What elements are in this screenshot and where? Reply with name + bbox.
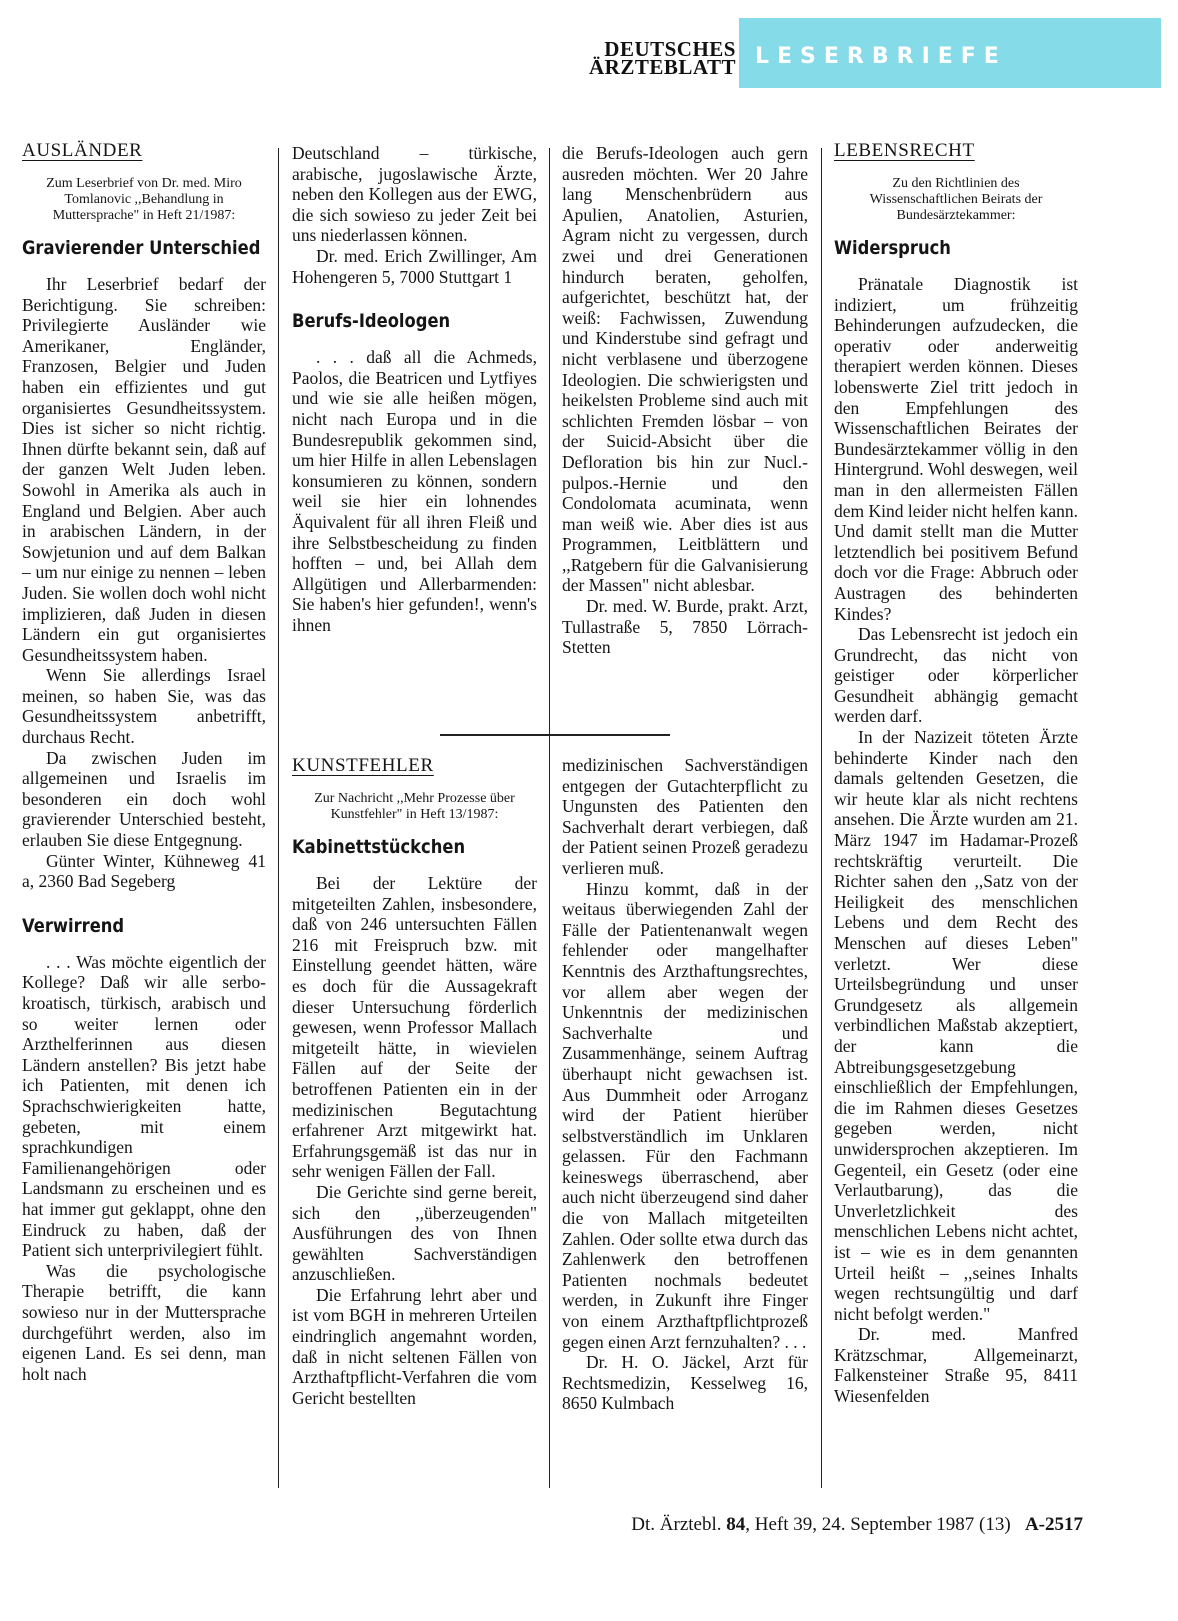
signature: Günter Winter, Kühneweg 41 a, 2360 Bad Segeberg xyxy=(22,850,266,892)
page-footer xyxy=(543,1514,1083,1536)
column-2-top xyxy=(292,143,537,635)
paragraph: medizinischen Sachverständigen entgegen der Gutachterpflicht zu Ungunsten des Patienten den Sachverhalt derart verbiegen, daß der Patient seinen Prozeß geradezu verlieren muß. xyxy=(562,755,808,878)
topic-heading: KUNSTFEHLER xyxy=(292,755,434,776)
paragraph: . . . daß all die Achmeds, Paolos, die Beatricen und Lytfiyes und wie sie alle heißen mögen, nicht nach Europa und in die Bundesrepublik gekommen sind, um hier Hilfe in allen Lebenslagen konsumieren zu können, sondern weil sie hier ein lohnendes Äquivalent für all ihren Fleiß und ihre Selbstbescheidung zu finden hofften – und, bei Allah dem Allgütigen und Allerbarmenden: Sie haben's hier gefunden!, wenn's ihnen xyxy=(292,347,537,635)
letter-headline: Verwirrend xyxy=(22,914,125,937)
section-divider xyxy=(440,734,670,736)
paragraph: Hinzu kommt, daß in der weitaus überwiegenden Zahl der Fälle der Patientenanwalt wegen fehlender oder mangelhafter Kenntnis des Arzthaftungsrechtes, vor allem aber wegen der Unkenntnis der medizinischen Sachverhalte und Zusammenhänge, seinem Auftrag überhaupt nicht gewachsen ist. Aus Dummheit oder Arroganz wird der Patient hierüber selbstverständlich im Unklaren gelassen. Für den Fachmann keineswegs überraschend, aber auch nicht überzeugend sind daher die von Mallach mitgeteilten Zahlen. Oder sollte etwa durch das Zahlenwerk den betroffenen Patienten nochmals bedeutet werden, in Zukunft ihre Finger von einem Arzthaftpflichtprozeß gegen einen Arzt fernzuhalten? . . . xyxy=(562,878,808,1352)
column-divider xyxy=(549,148,550,1488)
footer-issue: , Heft 39, 24. September 1987 (13) xyxy=(745,1514,1011,1535)
signature: Dr. med. W. Burde, prakt. Arzt, Tullastraße 5, 7850 Lörrach-Stetten xyxy=(562,596,808,658)
signature: Dr. med. Erich Zwillinger, Am Hohengeren 5, 7000 Stuttgart 1 xyxy=(292,245,537,287)
masthead-line1: DEUTSCHES xyxy=(604,37,736,61)
topic-heading: AUSLÄNDER xyxy=(22,140,143,161)
section-banner: LESERBRIEFE xyxy=(739,18,1161,88)
paragraph: Das Lebensrecht ist jedoch ein Grundrecht, das nicht von geistiger oder körperlicher Gesundheit abhängig gemacht werden darf. xyxy=(834,624,1078,727)
paragraph: Was die psychologische Therapie betrifft, die kann sowieso nur in der Muttersprache durchgeführt werden, also im eigenen Land. Es sei denn, man holt nach xyxy=(22,1260,266,1384)
column-3-bottom xyxy=(562,755,808,1414)
paragraph: Pränatale Diagnostik ist indiziert, um frühzeitig Behinderungen aufzudecken, die operativ oder anderweitig therapiert werden können. Dieses lobenswerte Ziel tritt jedoch in den Empfehlungen des Wissenschaftlichen Beirates der Bundesärztekammer völlig in den Hintergrund. Wohl deswegen, weil man in den allermeisten Fällen dem Kind leider nicht helfen kann. Und damit stellt man die Mutter letztendlich bei positivem Befund doch vor die Frage: Abbruch oder Austragen des behinderten Kindes? xyxy=(834,274,1078,624)
letter-headline: Widerspruch xyxy=(834,237,951,259)
paragraph: . . . Was möchte eigentlich der Kollege? Daß wir alle serbo-kroatisch, türkisch, arabisch und so weiter lernen oder Arzthelferinnen aus diesen Ländern anstellen? Bis jetzt habe ich Patienten, mit denen ich Sprachschwierigkeiten hatte, gebeten, mit einem sprachkundigen Familienangehörigen oder Landsmann zu erscheinen und es hat immer gut geklappt, ohne den Eindruck zu haben, daß der Patient sich unterprivilegiert fühlt. xyxy=(22,951,266,1261)
paragraph: Da zwischen Juden im allgemeinen und Israelis im besonderen ein doch wohl gravierender Unterschied besteht, erlauben Sie diese Entgegnung. xyxy=(22,747,266,851)
paragraph: Die Gerichte sind gerne bereit, sich den ,,überzeugenden" Ausführungen des von Ihnen gewählten Sachverständigen anzuschließen. xyxy=(292,1181,537,1285)
column-3-top xyxy=(562,143,808,658)
paragraph: die Berufs-Ideologen auch gern ausreden möchten. Wer 20 Jahre lang Menschenbrüdern aus Apulien, Anatolien, Asturien, Agram nicht zu vergessen, durch zwei und drei Generationen hindurch beraten, geholfen, aufgerichtet, beschützt hat, der weiß: Fachwissen, Zuwendung und Kinderstube sind gefragt und nicht verblasene und überzogene Ideologien. Die schwierigsten und heikelsten Probleme sind auch mit schlichten Fremden lösbar – von der Suicid-Absicht über die Defloration bis hin zur Nucl.-pulpos.-Hernie und den Condolomata acuminata, wenn man weiß wie. Aber dies ist aus Programmen, Leitblättern und ,,Ratgebern für die Galvanisierung der Massen" nicht ablesbar. xyxy=(562,143,808,596)
paragraph: Ihr Leserbrief bedarf der Berichtigung. Sie schreiben: Privilegierte Ausländer wie Amerikaner, Engländer, Franzosen, Belgier und Juden haben ein effizientes und gut organisiertes Gesundheitssystem. Dies ist sicher so nicht richtig. Ihnen dürfte bekannt sein, daß auf der ganzen Welt Juden leben. Sowohl in Amerika als auch in England und Belgien. Aber auch in arabischen Ländern, in der Sowjetunion und auf dem Balkan – um nur einige zu nennen – leben Juden. Sie wollen doch wohl nicht implizieren, daß Juden in diesen Ländern ein gut organisiertes Gesundheitssystem haben. xyxy=(22,274,266,665)
letter-headline: Kabinettstückchen xyxy=(292,836,466,858)
reference-note: Zum Leserbrief von Dr. med. Miro Tomlanovic ,,Behandlung in Muttersprache" in Heft 21/1987: xyxy=(46,176,242,223)
column-1 xyxy=(22,140,266,1384)
paragraph: In der Nazizeit töteten Ärzte behinderte Kinder nach den damals geltenden Gesetzen, die wir heute klar als nicht rechtens ansehen. Die Ärzte wurden am 21. März 1947 im Hadamar-Prozeß rechtskräftig verurteilt. Die Richter sahen den ,,Satz von der Heiligkeit des menschlichen Lebens und dem Recht des Menschen auf dieses Leben" verletzt. Wer diese Urteilsbegründung und unser Grundgesetz als allgemein verbindlichen Maßstab akzeptiert, der kann die Abtreibungsgesetzgebung einschließlich der Empfehlungen, die im Rahmen dieses Gesetzes gegeben werden, nicht unwidersprochen akzeptieren. Im Gegenteil, ein Gesetz (oder eine Verlautbarung), das die Unverletzlichkeit des menschlichen Lebens nicht achtet, ist – wie es in dem genannten Urteil heißt – ,,seines Inhalts wegen rechtsungültig und darf nicht befolgt werden." xyxy=(834,727,1078,1324)
signature: Dr. med. Manfred Krätzschmar, Allgemeinarzt, Falkensteiner Straße 95, 8411 Wiesenfelden xyxy=(834,1324,1078,1407)
signature: Dr. H. O. Jäckel, Arzt für Rechtsmedizin, Kesselweg 16, 8650 Kulmbach xyxy=(562,1352,808,1414)
column-4 xyxy=(834,140,1078,1407)
reference-note: Zur Nachricht ,,Mehr Prozesse über Kunstfehler" in Heft 13/1987: xyxy=(314,791,515,822)
column-divider xyxy=(278,148,279,1488)
column-divider xyxy=(821,148,822,1488)
paragraph: Bei der Lektüre der mitgeteilten Zahlen, insbesondere, daß von 246 untersuchten Fällen 216 mit Freispruch bzw. mit Einstellung geendet hätten, wäre es doch für die Aussagekraft dieser Untersuchung förderlich gewesen, wenn Professor Mallach mitgeteilt hätte, in wievielen Fällen auf der Seite der betroffenen Patienten ein in der medizinischen Begutachtung erfahrener Arzt mitgewirkt hat. Erfahrungsgemäß ist das nur in sehr wenigen Fällen der Fall. xyxy=(292,873,537,1182)
paragraph: Die Erfahrung lehrt aber und ist vom BGH in mehreren Urteilen eindringlich angemahnt worden, daß in nicht seltenen Fällen von Arzthaftpflicht-Verfahren die vom Gericht bestellten xyxy=(292,1284,537,1408)
footer-volume: 84 xyxy=(726,1514,746,1535)
masthead-logo xyxy=(556,37,736,79)
paragraph: Wenn Sie allerdings Israel meinen, so haben Sie, was das Gesundheitssystem anbetrifft, durchaus Recht. xyxy=(22,665,266,748)
masthead-line2: ÄRZTEBLATT xyxy=(589,55,736,79)
topic-heading: LEBENSRECHT xyxy=(834,140,975,161)
footer-journal: Dt. Ärztebl. xyxy=(631,1514,727,1535)
column-2-bottom xyxy=(292,755,537,1408)
letter-headline: Berufs-Ideologen xyxy=(292,310,451,333)
paragraph: Deutschland – türkische, arabische, jugoslawische Ärzte, neben den Kollegen aus der EWG, die sich sowieso zu jeder Zeit bei uns niederlassen können. xyxy=(292,143,537,246)
letter-headline: Gravierender Unterschied xyxy=(22,237,261,259)
reference-note: Zu den Richtlinien des Wissenschaftlichen Beirats der Bundesärztekammer: xyxy=(869,176,1043,223)
page-number: A-2517 xyxy=(1024,1514,1083,1535)
